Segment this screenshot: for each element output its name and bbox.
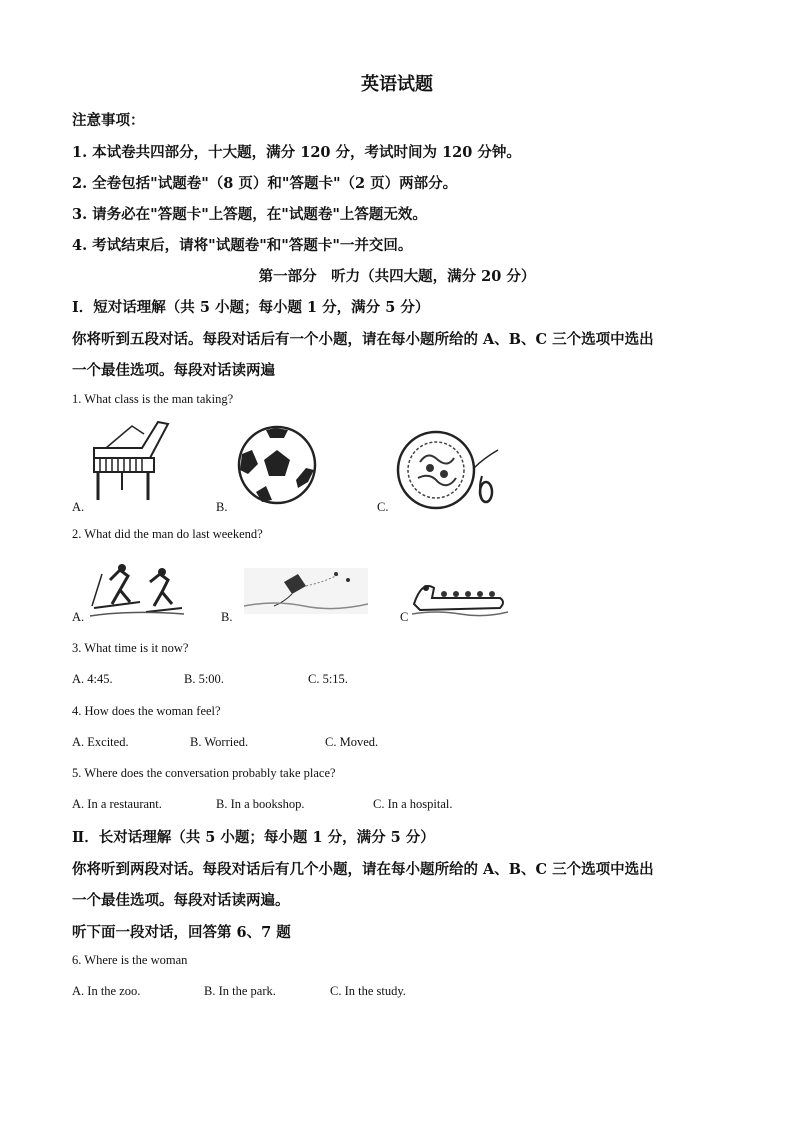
section2-instruction: 你将听到两段对话。每段对话后有几个小题，请在每小题所给的 A、B、C 三个选项中选出 [72,861,654,878]
question-2: 2. What did the man do last weekend? [72,527,263,541]
yo-yo-icon [394,428,506,514]
option-c: C. [377,500,389,514]
option-a: A. 4:45. [72,672,113,686]
option-c: C. Moved. [325,735,379,749]
option-a: A. Excited. [72,735,129,749]
option-b: B. Worried. [190,735,249,749]
skiing-icon [90,562,184,618]
option-c: C. 5:15. [308,672,348,686]
football-icon [236,424,318,506]
notice-item: 3. 请务必在"答题卡"上答题，在"试题卷"上答题无效。 [72,206,427,223]
kite-icon [244,566,368,616]
option-c: C. In the study. [330,984,406,998]
section2-subheading: 听下面一段对话，回答第 6、7 题 [72,924,291,941]
part1-heading: 第一部分 听力（共四大题，满分 20 分） [258,268,536,285]
option-b: B. In a bookshop. [216,797,305,811]
question-4: 4. How does the woman feel? [72,704,221,718]
option-b: B. [216,500,228,514]
page-title: 英语试题 [361,74,433,95]
option-a: A. [72,610,85,624]
notice-item: 1. 本试卷共四部分，十大题，满分 120 分，考试时间为 120 分钟。 [72,144,521,161]
notice-item: 4. 考试结束后，请将"试题卷"和"答题卡"一并交回。 [72,237,413,254]
question-3: 3. What time is it now? [72,641,189,655]
question-1: 1. What class is the man taking? [72,392,234,406]
option-a: A. In a restaurant. [72,797,162,811]
question-5: 5. Where does the conversation probably take place? [72,766,336,780]
option-b: B. In the park. [204,984,276,998]
section1-heading: Ⅰ．短对话理解（共 5 小题；每小题 1 分，满分 5 分） [72,299,430,316]
option-b: B. 5:00. [184,672,224,686]
notice-heading: 注意事项： [72,112,145,129]
option-a: A. [72,500,85,514]
option-a: A. In the zoo. [72,984,141,998]
section2-heading: Ⅱ．长对话理解（共 5 小题；每小题 1 分，满分 5 分） [72,829,435,846]
option-b: B. [221,610,233,624]
section2-instruction: 一个最佳选项。每段对话读两遍。 [72,892,290,909]
piano-icon [88,418,178,508]
section1-instruction: 你将听到五段对话。每段对话后有一个小题，请在每小题所给的 A、B、C 三个选项中选出 [72,331,654,348]
question-6: 6. Where is the woman [72,953,188,967]
section1-instruction: 一个最佳选项。每段对话读两遍 [72,362,275,379]
dragon-boat-icon [412,574,508,618]
option-c: C [400,610,409,624]
option-c: C. In a hospital. [373,797,453,811]
notice-item: 2. 全卷包括"试题卷"（8 页）和"答题卡"（2 页）两部分。 [72,175,458,192]
